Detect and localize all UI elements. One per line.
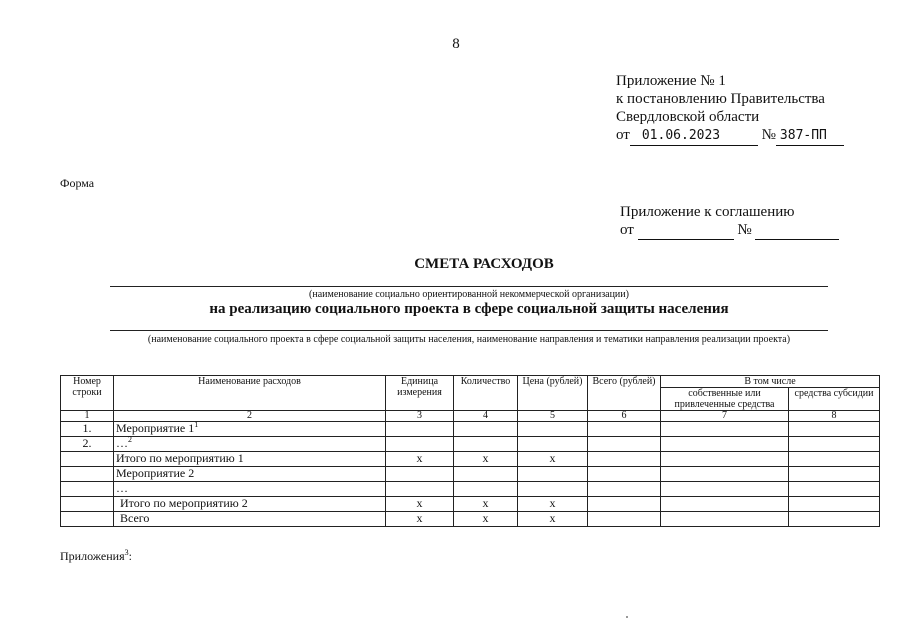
table-row — [61, 467, 880, 482]
unit-cell: x — [386, 497, 454, 512]
quantity-cell: x — [454, 452, 518, 467]
row-number — [61, 482, 114, 497]
total-cell — [588, 437, 661, 452]
column-number: 5 — [518, 411, 588, 422]
unit-cell: x — [386, 452, 454, 467]
page-number: 8 — [452, 36, 460, 52]
subsidy-cell — [789, 482, 880, 497]
column-number: 8 — [789, 411, 880, 422]
expense-name: Итого по мероприятию 1 — [114, 452, 386, 467]
quantity-cell: x — [454, 512, 518, 527]
table-row — [61, 497, 880, 512]
column-number: 1 — [61, 411, 114, 422]
appendix-1-date-line — [616, 126, 844, 146]
column-number: 3 — [386, 411, 454, 422]
total-cell — [588, 482, 661, 497]
header-unit: Единица измерения — [386, 376, 454, 411]
total-cell — [588, 422, 661, 437]
expense-name: Мероприятие $1^1$ — [114, 422, 386, 437]
appendix-2-date-blank — [638, 221, 734, 240]
row-number — [61, 497, 114, 512]
price-cell: x — [518, 497, 588, 512]
row-number: 1. — [61, 422, 114, 437]
project-name-line — [110, 330, 828, 331]
column-number: 7 — [661, 411, 789, 422]
appendix-2-block — [620, 203, 839, 240]
table-row — [61, 482, 880, 497]
header-total: Всего (рублей) — [588, 376, 661, 411]
header-own-funds: собственные или привлеченные средства — [661, 388, 789, 411]
total-cell — [588, 497, 661, 512]
appendix-2-line1: Приложение к соглашению — [620, 204, 795, 220]
header-row-no: Номер строки — [61, 376, 114, 411]
form-label: Форма — [60, 176, 95, 190]
header-expense-name: Наименование расходов — [114, 376, 386, 411]
total-cell — [588, 452, 661, 467]
header-price: Цена (рублей) — [518, 376, 588, 411]
price-cell — [518, 467, 588, 482]
scan-speck — [626, 616, 628, 618]
table-row — [61, 512, 880, 527]
own-funds-cell — [661, 452, 789, 467]
project-name-caption: (наименование социального проекта в сфере социальной защиты населения, наименование направления и тематики направления реализации проекта) — [147, 334, 791, 345]
unit-cell — [386, 437, 454, 452]
price-cell — [518, 437, 588, 452]
unit-cell — [386, 467, 454, 482]
price-cell — [518, 422, 588, 437]
own-funds-cell — [661, 497, 789, 512]
total-cell — [588, 467, 661, 482]
column-number: 2 — [114, 411, 386, 422]
unit-cell — [386, 422, 454, 437]
quantity-cell: x — [454, 497, 518, 512]
subsidy-cell — [789, 422, 880, 437]
quantity-cell — [454, 437, 518, 452]
row-number — [61, 512, 114, 527]
quantity-cell — [454, 482, 518, 497]
unit-cell — [386, 482, 454, 497]
appendix-2-blank-line — [620, 221, 839, 240]
subsidy-cell — [789, 512, 880, 527]
expense-name: Мероприятие 2 — [114, 467, 386, 482]
header-quantity: Количество — [454, 376, 518, 411]
row-number: 2. — [61, 437, 114, 452]
expense-name: Итого по мероприятию 2 — [114, 497, 386, 512]
price-cell — [518, 482, 588, 497]
appendix-2-number-blank — [755, 221, 839, 240]
appendix-1-number-label: № — [761, 127, 776, 143]
budget-table — [60, 375, 880, 527]
project-name: на реализацию социального проекта в сфере социальной защиты населения — [209, 301, 729, 317]
table-row — [61, 452, 880, 467]
quantity-cell — [454, 467, 518, 482]
table-row — [61, 422, 880, 437]
subsidy-cell — [789, 452, 880, 467]
price-cell: x — [518, 512, 588, 527]
appendix-1-block — [616, 72, 844, 146]
expense-name: …$^2$ — [114, 437, 386, 452]
subsidy-cell — [789, 467, 880, 482]
column-number: 6 — [588, 411, 661, 422]
price-cell: x — [518, 452, 588, 467]
subsidy-cell — [789, 437, 880, 452]
total-cell — [588, 512, 661, 527]
own-funds-cell — [661, 437, 789, 452]
appendix-1-from-label: от — [616, 127, 630, 143]
column-number-row — [61, 411, 880, 422]
subsidy-cell — [789, 497, 880, 512]
appendices-label: Приложения$^3$: — [60, 548, 132, 563]
appendix-1-number: 387-ПП — [776, 127, 844, 146]
table-row — [61, 437, 880, 452]
document-title: СМЕТА РАСХОДОВ — [414, 256, 554, 272]
appendix-2-from-label: от — [620, 222, 634, 238]
header-subsidy: средства субсидии — [789, 388, 880, 411]
appendix-2-number-label: № — [737, 222, 752, 238]
org-name-caption: (наименование социально ориентированной некоммерческой организации) — [309, 289, 629, 300]
footnote-mark: 2 — [128, 435, 132, 444]
appendix-1-date: 01.06.2023 — [630, 127, 758, 146]
own-funds-cell — [661, 482, 789, 497]
unit-cell: x — [386, 512, 454, 527]
footnote-mark: 3 — [124, 548, 129, 557]
appendix-1-line1: Приложение № 1 — [616, 73, 726, 89]
own-funds-cell — [661, 512, 789, 527]
row-number — [61, 467, 114, 482]
expense-name: … — [114, 482, 386, 497]
quantity-cell — [454, 422, 518, 437]
appendix-1-line2: к постановлению Правительства — [616, 91, 825, 107]
row-number — [61, 452, 114, 467]
header-including: В том числе — [661, 376, 880, 388]
header-row-1 — [61, 376, 880, 388]
own-funds-cell — [661, 422, 789, 437]
own-funds-cell — [661, 467, 789, 482]
appendix-1-line3: Свердловской области — [616, 109, 760, 125]
org-name-line — [110, 286, 828, 287]
footnote-mark: 1 — [194, 420, 199, 429]
column-number: 4 — [454, 411, 518, 422]
expense-name: Всего — [114, 512, 386, 527]
